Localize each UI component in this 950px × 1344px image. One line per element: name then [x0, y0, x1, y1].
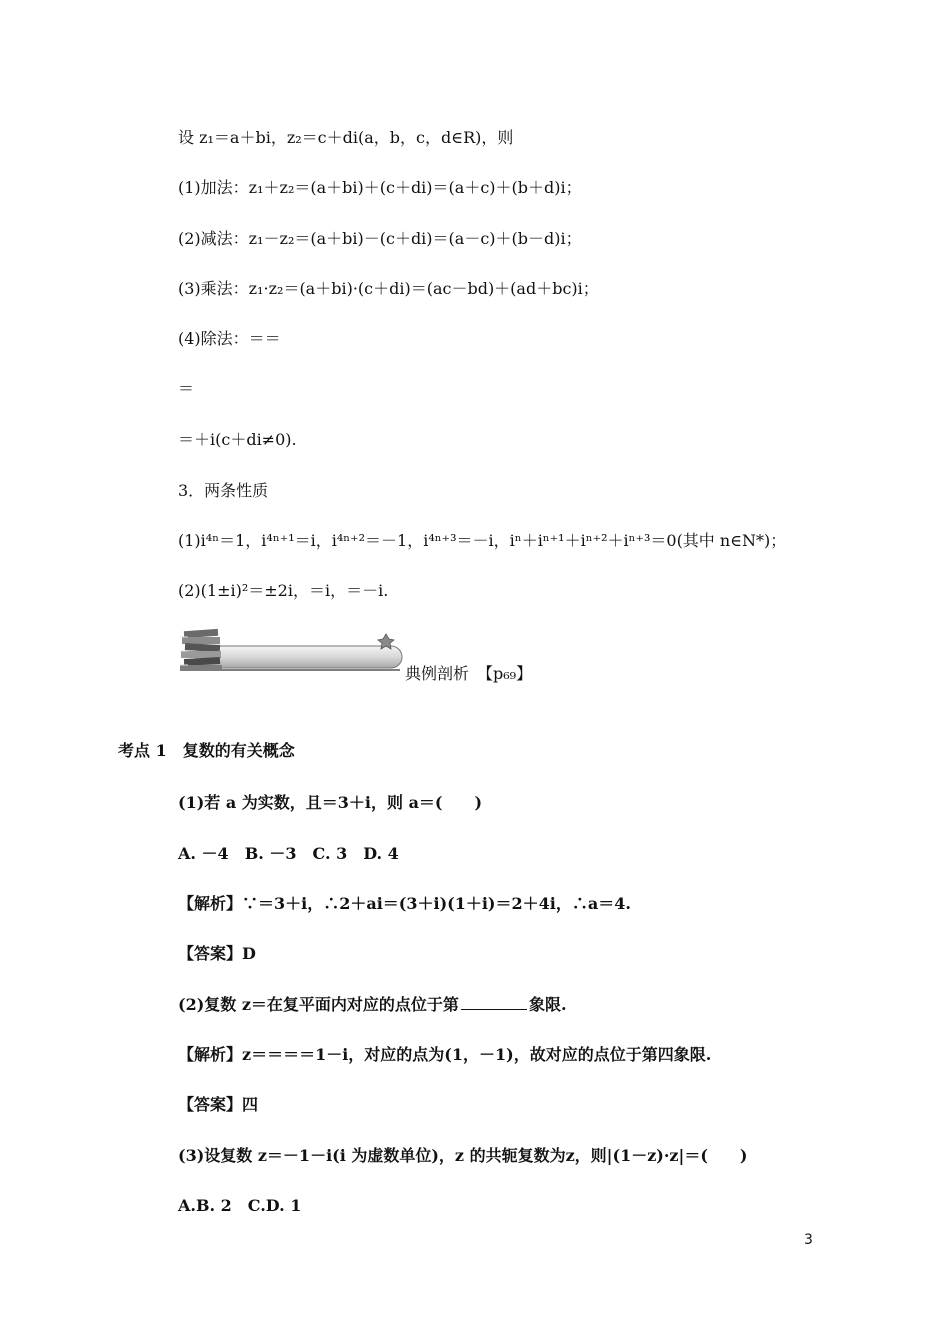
property-2: (2)(1±i)²＝±2i，＝i，＝－i.	[178, 581, 389, 600]
answer-blank	[461, 995, 527, 1010]
properties-title: 3．两条性质	[178, 481, 269, 500]
question-2-answer: 【答案】四	[178, 1095, 259, 1114]
formula-multiplication: (3)乘法：z₁·z₂＝(a＋bi)·(c＋di)＝(ac－bd)＋(ad＋bc)i；	[178, 279, 599, 298]
question-2-text-before: (2)复数 z＝在复平面内对应的点位于第	[178, 995, 459, 1014]
question-3-options: A.B. 2 C.D. 1	[178, 1196, 302, 1215]
formula-division-step3: ＝＋i(c＋di≠0).	[178, 430, 297, 449]
section-banner-label: 典例剖析 【p₆₉】	[405, 664, 533, 683]
question-1-analysis: 【解析】∵＝3＋i，∴2＋ai＝(3＋i)(1＋i)＝2＋4i，∴a＝4.	[178, 894, 631, 913]
books-icon	[178, 626, 408, 676]
question-1-options: A. －4 B. －3 C. 3 D. 4	[178, 844, 399, 863]
page-number: 3	[804, 1232, 813, 1248]
question-1-answer: 【答案】D	[178, 944, 256, 963]
question-2-analysis: 【解析】z＝＝＝＝1－i，对应的点为(1，－1)，故对应的点位于第四象限.	[178, 1045, 712, 1064]
section-title: 考点 1 复数的有关概念	[118, 741, 295, 760]
question-3: (3)设复数 z＝－1－i(i 为虚数单位)，z 的共轭复数为z，则|(1－z)·z|＝( )	[178, 1146, 748, 1165]
formula-intro: 设 z₁＝a＋bi，z₂＝c＋di(a，b，c，d∈R)，则	[178, 128, 514, 147]
formula-division: (4)除法：＝＝	[178, 329, 281, 348]
formula-addition: (1)加法：z₁＋z₂＝(a＋bi)＋(c＋di)＝(a＋c)＋(b＋d)i；	[178, 178, 582, 197]
formula-subtraction: (2)减法：z₁－z₂＝(a＋bi)－(c＋di)＝(a－c)＋(b－d)i；	[178, 229, 582, 248]
question-1: (1)若 a 为实数，且＝3＋i，则 a＝( )	[178, 793, 483, 812]
question-2	[178, 994, 567, 1016]
property-1: (1)i⁴ⁿ＝1，i⁴ⁿ⁺¹＝i，i⁴ⁿ⁺²＝－1，i⁴ⁿ⁺³＝－i，iⁿ＋iⁿ⁺¹＋iⁿ⁺²＋iⁿ⁺³＝0(其中 n∈N*)；	[178, 531, 787, 550]
formula-division-step2: ＝	[178, 379, 195, 398]
question-2-text-after: 象限.	[528, 995, 567, 1014]
